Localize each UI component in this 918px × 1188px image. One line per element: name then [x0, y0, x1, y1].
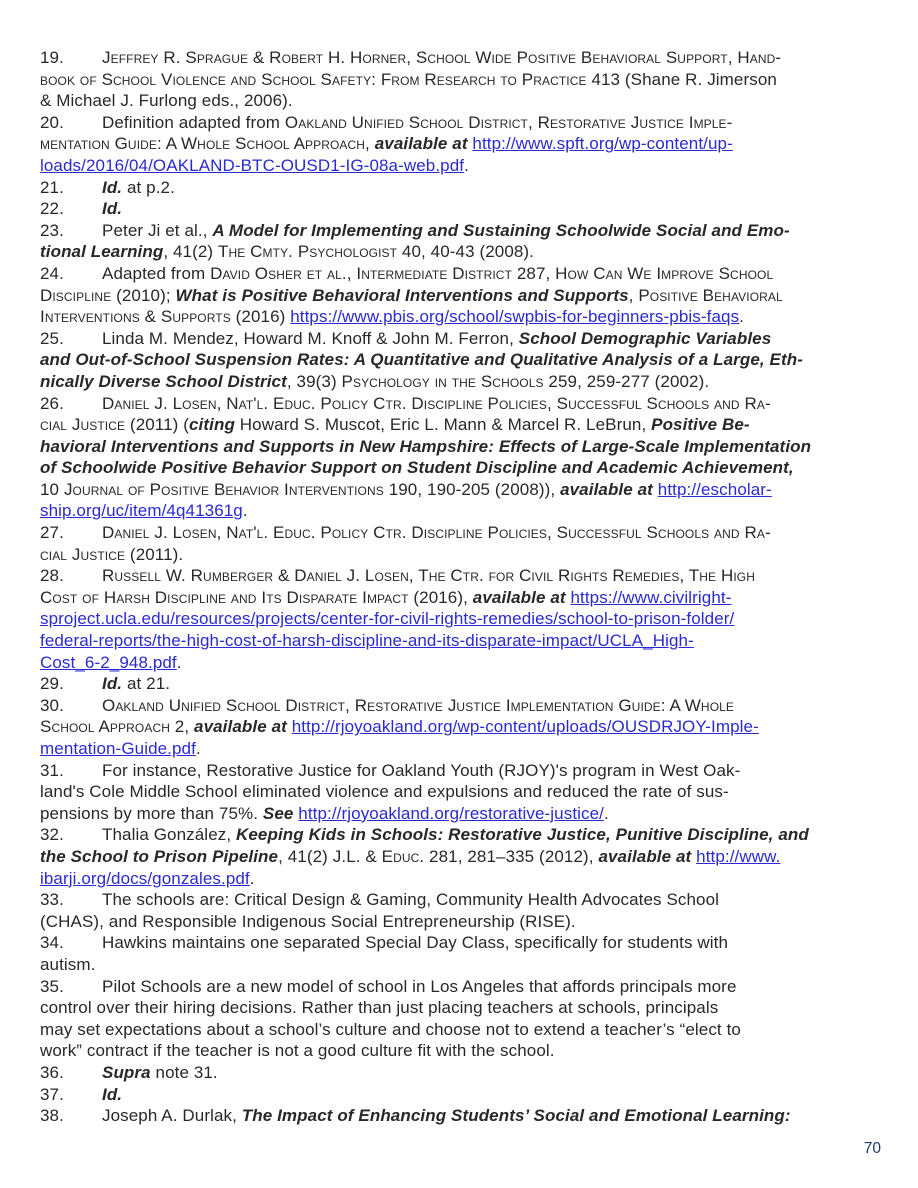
text-segment: mentation Guide: A Whole School Approach,: [40, 134, 375, 154]
footnote-26-line-1: [40, 393, 896, 415]
footnote-number: 36.: [40, 1062, 64, 1082]
text-segment: (2011).: [125, 544, 184, 564]
text-segment: available at: [194, 717, 292, 737]
footnote-24-line-2: [40, 285, 896, 307]
text-segment: 413 (Shane R. Jimerson: [591, 69, 777, 89]
text-segment: David Osher et al., Intermediate District: [210, 263, 513, 283]
text-segment: available at: [598, 846, 697, 866]
footnote-25-line-1: [40, 328, 896, 350]
footnote-20-line-2: [40, 133, 896, 155]
footnote-19-line-1: [40, 47, 896, 69]
footnote-number: 29.: [40, 674, 64, 694]
footnote-25-line-2: [40, 349, 896, 371]
footnote-20-line-1: [40, 112, 896, 134]
text-segment: cial Justice: [40, 415, 126, 435]
footnote-30-line-2: [40, 716, 896, 738]
text-segment: 281, 281–335 (2012),: [424, 846, 599, 866]
hyperlink[interactable]: http://escholar-: [657, 479, 772, 499]
footnote-33-line-1: [40, 889, 896, 911]
text-segment: .: [464, 155, 469, 175]
footnote-35-line-4: [40, 1040, 896, 1062]
footnote-number: 27.: [40, 523, 64, 543]
text-segment: Interventions & Supports: [40, 307, 231, 327]
text-segment: Hawkins maintains one separated Special Day Class, specifically for students with: [102, 933, 729, 953]
text-segment: .: [604, 803, 609, 823]
footnote-number: 25.: [40, 328, 64, 348]
text-segment: Joseph A. Durlak,: [102, 1106, 242, 1126]
text-segment: Pilot Schools are a new model of school in Los Angeles that affords principals more: [102, 976, 737, 996]
footnote-number: 24.: [40, 263, 64, 283]
footnote-number: 19.: [40, 48, 64, 67]
text-segment: Daniel J. Losen, Nat'l. Educ. Policy Ctr. Discipline Policies, Successful Schools and Ra-: [102, 393, 771, 413]
text-segment: nically Diverse School District: [40, 371, 287, 391]
text-segment: and Out-of-School Suspension Rates: A Quantitative and Qualitative Analysis of a Large, Eth-: [40, 350, 803, 370]
hyperlink[interactable]: http://www.spft.org/wp-content/up-: [472, 134, 733, 154]
footnote-32-line-2: [40, 846, 896, 868]
text-segment: Oakland Unified School District, Restorative Justice Implementation Guide: A Whole: [102, 695, 735, 715]
page-number: 70: [863, 1140, 881, 1157]
text-segment: The Cmty. Psychologist: [218, 242, 398, 262]
footnote-23-line-2: [40, 241, 896, 263]
footnote-26-line-4: [40, 457, 896, 479]
footnotes-section: [40, 47, 896, 1127]
footnote-19-line-3: [40, 90, 896, 112]
footnote-24-line-3: [40, 306, 896, 328]
text-segment: , 41(2) J.L. &: [278, 846, 382, 866]
text-segment: School Approach: [40, 717, 170, 737]
text-segment: .: [739, 307, 744, 327]
text-segment: Discipline: [40, 285, 112, 305]
text-segment: Daniel J. Losen, Nat'l. Educ. Policy Ctr. Discipline Policies, Successful Schools and Ra-: [102, 523, 771, 543]
text-segment: tional Learning: [40, 242, 164, 262]
text-segment: 10: [40, 479, 64, 499]
footnote-37-line-1: [40, 1084, 896, 1106]
footnote-number: 21.: [40, 177, 64, 197]
text-segment: Howard S. Muscot, Eric L. Mann & Marcel R. LeBrun,: [234, 415, 652, 435]
footnote-21-line-1: [40, 177, 896, 199]
text-segment: pensions by more than 75%.: [40, 803, 263, 823]
footnote-number: 23.: [40, 220, 64, 240]
footnote-number: 26.: [40, 393, 64, 413]
footnote-38-line-1: [40, 1105, 896, 1127]
footnote-number: 30.: [40, 695, 64, 715]
hyperlink[interactable]: ship.org/uc/item/4q41361g: [40, 501, 243, 521]
text-segment: See: [262, 803, 294, 823]
text-segment: Id.: [102, 674, 123, 694]
hyperlink[interactable]: http://rjoyoakland.org/wp-content/uploads/OUSDRJOY-Imple-: [291, 717, 759, 737]
footnote-31-line-2: [40, 781, 896, 803]
footnote-28-line-3: [40, 608, 896, 630]
hyperlink[interactable]: ibarji.org/docs/gonzales.pdf: [40, 868, 250, 888]
text-segment: & Michael J. Furlong eds., 2006).: [40, 91, 293, 111]
text-segment: Psychology in the Schools: [341, 371, 544, 391]
text-segment: .: [249, 868, 255, 888]
hyperlink[interactable]: mentation-Guide.pdf: [40, 739, 196, 758]
footnote-28-line-1: [40, 565, 896, 587]
hyperlink[interactable]: http://www.: [696, 846, 781, 866]
text-segment: Russell W. Rumberger & Daniel J. Losen, The Ctr. for Civil Rights Remedies, The High: [102, 566, 755, 586]
text-segment: Journal of Positive Behavior Interventions: [63, 479, 384, 499]
text-segment: The schools are: Critical Design & Gaming, Community Health Advocates School: [102, 890, 720, 910]
text-segment: land's Cole Middle School eliminated violence and expulsions and reduced the rate of sus-: [40, 782, 729, 802]
text-segment: 259, 259-277 (2002).: [543, 371, 710, 391]
footnote-34-line-1: [40, 932, 896, 954]
text-segment: available at: [560, 479, 658, 499]
footnote-27-line-2: [40, 544, 896, 566]
footnote-number: 28.: [40, 566, 64, 586]
footnote-number: 20.: [40, 112, 64, 132]
text-segment: What is Positive Behavioral Interventions and Supports: [175, 285, 629, 305]
footnote-32-line-1: [40, 824, 896, 846]
text-segment: cial Justice: [40, 544, 126, 564]
footnote-number: 22.: [40, 199, 64, 219]
footnote-30-line-1: [40, 695, 896, 717]
text-segment: The Impact of Enhancing Students’ Social and Emotional Learning:: [241, 1106, 791, 1126]
footnote-25-line-3: [40, 371, 896, 393]
text-segment: (2016),: [408, 587, 473, 607]
text-segment: available at: [472, 587, 571, 607]
footnote-35-line-2: [40, 997, 896, 1019]
text-segment: Id.: [102, 199, 123, 219]
text-segment: Id.: [102, 177, 123, 197]
text-segment: Keeping Kids in Schools: Restorative Justice, Punitive Discipline, and: [236, 825, 809, 845]
text-segment: How Can We Improve School: [555, 263, 774, 283]
text-segment: .: [242, 501, 248, 521]
footnote-28-line-5: [40, 652, 896, 674]
footnote-24-line-1: [40, 263, 896, 285]
footnote-29-line-1: [40, 673, 896, 695]
footnote-number: 38.: [40, 1106, 64, 1126]
footnote-26-line-3: [40, 436, 896, 458]
hyperlink[interactable]: https://www.pbis.org/school/swpbis-for-beginners-pbis-faqs: [290, 307, 740, 327]
footnote-36-line-1: [40, 1062, 896, 1084]
text-segment: Educ.: [381, 846, 425, 866]
footnote-30-line-3: [40, 738, 896, 760]
text-segment: 287,: [512, 263, 556, 283]
text-segment: .: [195, 739, 201, 758]
text-segment: Positive Behavioral: [638, 285, 783, 305]
text-segment: .: [176, 652, 182, 672]
text-segment: may set expectations about a school’s culture and choose not to extend a teacher’s “elect to: [40, 1019, 741, 1039]
text-segment: available at: [374, 134, 473, 154]
footnote-number: 37.: [40, 1084, 64, 1104]
text-segment: 2,: [169, 717, 195, 737]
footnote-number: 34.: [40, 933, 64, 953]
footnote-19-line-2: [40, 69, 896, 91]
text-segment: Oakland Unified School District, Restorative Justice Imple-: [284, 112, 733, 132]
hyperlink[interactable]: http://rjoyoakland.org/restorative-justice/: [298, 803, 604, 823]
footnote-26-line-5: [40, 479, 896, 501]
text-segment: note 31.: [150, 1062, 218, 1082]
text-segment: citing: [189, 415, 235, 435]
footnote-35-line-1: [40, 976, 896, 998]
footnote-33-line-2: [40, 911, 896, 933]
footnote-26-line-6: [40, 500, 896, 522]
text-segment: ,: [628, 285, 639, 305]
footnote-23-line-1: [40, 220, 896, 242]
text-segment: Thalia González,: [102, 825, 236, 845]
text-segment: , 41(2): [163, 242, 218, 262]
hyperlink[interactable]: Cost_6-2_948.pdf: [40, 652, 177, 672]
text-segment: the School to Prison Pipeline: [40, 846, 279, 866]
footnote-22-line-1: [40, 198, 896, 220]
footnote-20-line-3: [40, 155, 896, 177]
text-segment: (2016): [230, 307, 291, 327]
text-segment: control over their hiring decisions. Rather than just placing teachers at schools, principals: [40, 998, 719, 1018]
text-segment: book of School Violence and School Safety: From Research to Practice: [40, 69, 592, 89]
text-segment: Jeffrey R. Sprague & Robert H. Horner, School Wide Positive Behavioral Support, Hand-: [102, 48, 782, 67]
text-segment: , 39(3): [286, 371, 342, 391]
text-segment: Linda M. Mendez, Howard M. Knoff & John M. Ferron,: [102, 328, 519, 348]
footnote-number: 35.: [40, 976, 64, 996]
text-segment: (2011) (: [125, 415, 189, 435]
text-segment: at 21.: [122, 674, 171, 694]
footnote-31-line-1: [40, 760, 896, 782]
text-segment: Definition adapted from: [102, 112, 285, 132]
text-segment: havioral Interventions and Supports in New Hampshire: Effects of Large-Scale Implementation: [40, 436, 812, 456]
footnote-31-line-3: [40, 803, 896, 825]
text-segment: School Demographic Variables: [518, 328, 772, 348]
hyperlink[interactable]: sproject.ucla.edu/resources/projects/center-for-civil-rights-remedies/school-to-prison-folder/: [40, 609, 735, 629]
footnote-28-line-2: [40, 587, 896, 609]
footnote-26-line-2: [40, 414, 896, 436]
text-segment: of Schoolwide Positive Behavior Support on Student Discipline and Academic Achievement,: [40, 458, 794, 478]
hyperlink[interactable]: loads/2016/04/OAKLAND-BTC-OUSD1-IG-08a-web.pdf: [40, 155, 465, 175]
text-segment: A Model for Implementing and Sustaining Schoolwide Social and Emo-: [212, 220, 790, 240]
text-segment: at p.2.: [122, 177, 175, 197]
text-segment: 40, 40-43 (2008).: [397, 242, 535, 262]
footnote-27-line-1: [40, 522, 896, 544]
footnote-28-line-4: [40, 630, 896, 652]
footnote-number: 33.: [40, 890, 64, 910]
hyperlink[interactable]: https://www.civilright-: [570, 587, 732, 607]
text-segment: Positive Be-: [651, 415, 750, 435]
footnote-35-line-3: [40, 1019, 896, 1041]
text-segment: 190, 190-205 (2008)),: [383, 479, 561, 499]
text-segment: Supra: [102, 1062, 151, 1082]
hyperlink[interactable]: federal-reports/the-high-cost-of-harsh-discipline-and-its-disparate-impact/UCLA_High-: [40, 631, 694, 651]
footnote-number: 32.: [40, 825, 64, 845]
text-segment: Cost of Harsh Discipline and Its Disparate Impact: [40, 587, 409, 607]
text-segment: Adapted from: [102, 263, 211, 283]
text-segment: autism.: [40, 954, 96, 974]
text-segment: work” contract if the teacher is not a good culture fit with the school.: [40, 1041, 555, 1061]
text-segment: (CHAS), and Responsible Indigenous Social Entrepreneurship (RISE).: [40, 911, 576, 931]
text-segment: For instance, Restorative Justice for Oakland Youth (RJOY)'s program in West Oak-: [102, 760, 741, 780]
footnote-number: 31.: [40, 760, 64, 780]
text-segment: Peter Ji et al.,: [102, 220, 213, 240]
text-segment: (2010);: [111, 285, 176, 305]
footnote-32-line-3: [40, 868, 896, 890]
text-segment: Id.: [102, 1084, 123, 1104]
footnote-34-line-2: [40, 954, 896, 976]
